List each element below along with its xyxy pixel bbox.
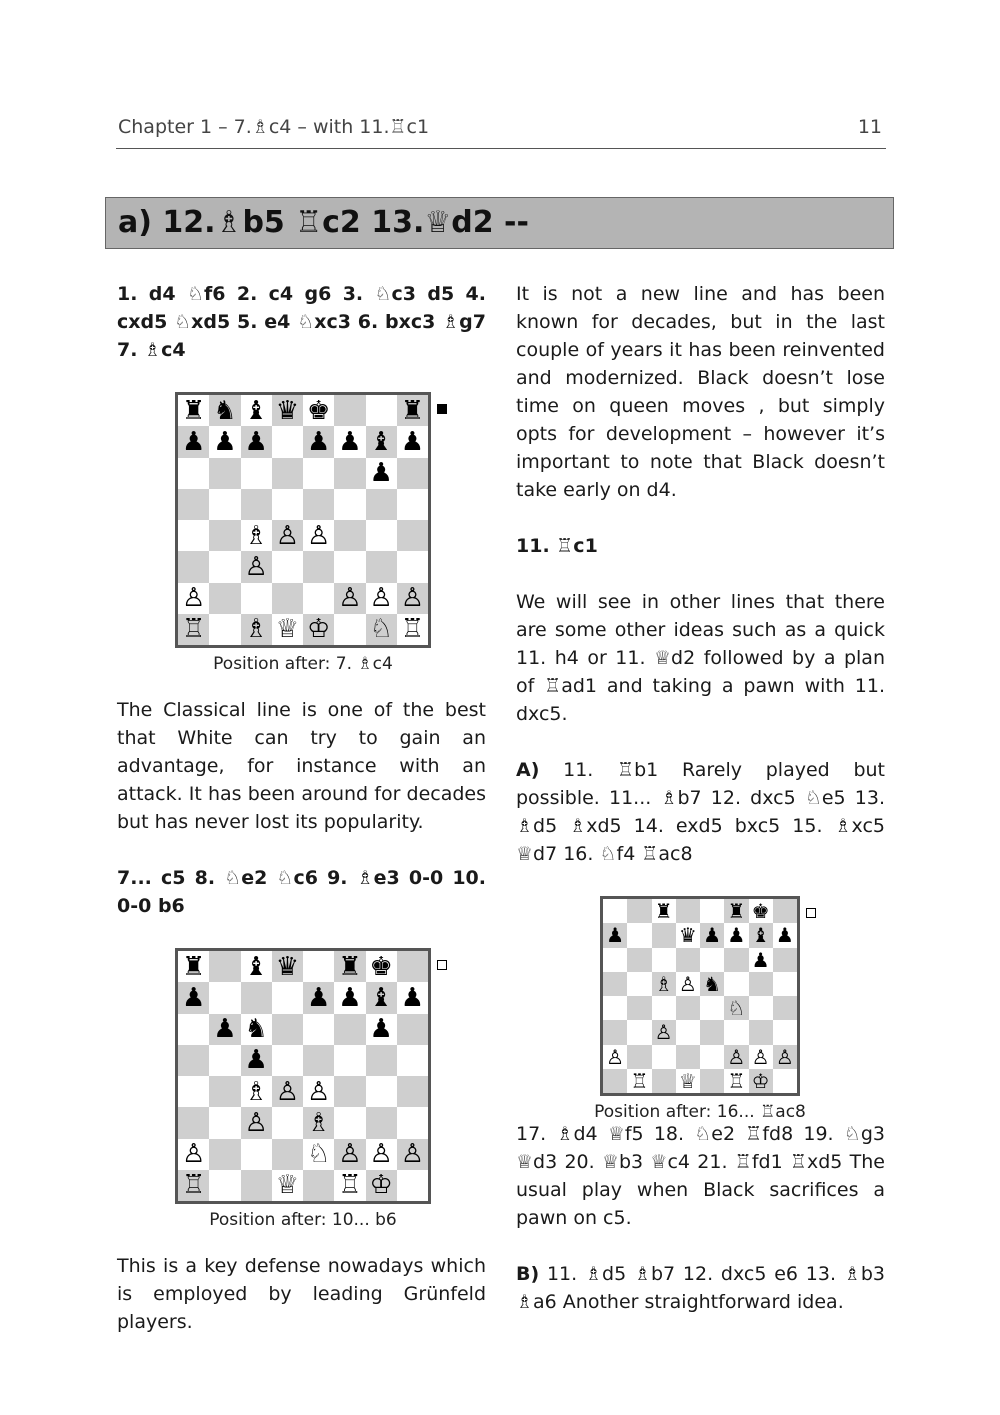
square-g4 bbox=[749, 996, 773, 1020]
square-b8 bbox=[627, 899, 651, 923]
move-11-rc1: 11. ♖c1 bbox=[516, 535, 598, 557]
square-g4 bbox=[366, 520, 397, 551]
square-f5 bbox=[724, 972, 748, 996]
square-b7 bbox=[627, 923, 651, 947]
line-a-label: A) bbox=[516, 759, 540, 781]
square-a6 bbox=[178, 1014, 209, 1045]
square-g3 bbox=[366, 1107, 397, 1138]
square-g4 bbox=[366, 1076, 397, 1107]
square-g3 bbox=[366, 551, 397, 582]
white-bishop-c5: ♗ bbox=[652, 972, 676, 996]
black-rook-f8: ♜ bbox=[334, 951, 365, 982]
square-a3 bbox=[603, 1020, 627, 1044]
white-rook-a1: ♖ bbox=[178, 614, 209, 645]
paragraph-other-ideas: We will see in other lines that there are some other ideas such as a quick 11. h4 or 11. ♕d2 followed by a plan of ♖ad1 and taking a pawn with 11. dxc5. bbox=[516, 591, 885, 725]
white-pawn-g2: ♙ bbox=[749, 1045, 773, 1069]
square-f6 bbox=[724, 948, 748, 972]
black-pawn-g6: ♟ bbox=[366, 458, 397, 489]
white-pawn-e4: ♙ bbox=[303, 520, 334, 551]
white-pawn-c3: ♙ bbox=[241, 551, 272, 582]
square-c2 bbox=[241, 583, 272, 614]
square-h6 bbox=[773, 948, 797, 972]
square-h3 bbox=[397, 1107, 428, 1138]
square-f8 bbox=[334, 395, 365, 426]
square-e3 bbox=[303, 551, 334, 582]
black-rook-c8: ♜ bbox=[652, 899, 676, 923]
black-queen-d7: ♛ bbox=[676, 923, 700, 947]
white-knight-e2: ♘ bbox=[303, 1139, 334, 1170]
square-b5 bbox=[209, 1045, 240, 1076]
white-pawn-a2: ♙ bbox=[178, 1139, 209, 1170]
black-pawn-f7: ♟ bbox=[724, 923, 748, 947]
square-c6 bbox=[241, 458, 272, 489]
white-bishop-c4: ♗ bbox=[241, 520, 272, 551]
left-column bbox=[117, 280, 486, 1336]
square-g5 bbox=[366, 1045, 397, 1076]
black-rook-a8: ♜ bbox=[178, 951, 209, 982]
square-f1 bbox=[334, 614, 365, 645]
black-pawn-f7: ♟ bbox=[334, 982, 365, 1013]
right-column bbox=[516, 280, 885, 1316]
white-king-g1: ♔ bbox=[749, 1069, 773, 1093]
black-pawn-e7: ♟ bbox=[303, 426, 334, 457]
square-b3 bbox=[209, 551, 240, 582]
square-c1 bbox=[652, 1069, 676, 1093]
square-f3 bbox=[724, 1020, 748, 1044]
diagram-caption: Position after: 10... b6 bbox=[209, 1210, 397, 1230]
square-d5 bbox=[272, 1045, 303, 1076]
square-e5 bbox=[303, 489, 334, 520]
paragraph-continuation: 17. ♗d4 ♕f5 18. ♘e2 ♖fd8 19. ♘g3 ♕d3 20. ♕b3 ♕c4 21. ♖fd1 ♖xd5 The usual play when Black sacrifices a pawn on c5. bbox=[516, 1123, 885, 1229]
white-bishop-c1: ♗ bbox=[241, 614, 272, 645]
square-b7 bbox=[209, 982, 240, 1013]
square-h4 bbox=[773, 996, 797, 1020]
square-a5 bbox=[178, 489, 209, 520]
square-a8 bbox=[603, 899, 627, 923]
square-g8 bbox=[366, 395, 397, 426]
square-d6 bbox=[272, 458, 303, 489]
line-b bbox=[516, 1260, 885, 1316]
square-f5 bbox=[334, 1045, 365, 1076]
square-d2 bbox=[676, 1045, 700, 1069]
white-king-e1: ♔ bbox=[303, 614, 334, 645]
white-pawn-c3: ♙ bbox=[652, 1020, 676, 1044]
square-e5 bbox=[303, 1045, 334, 1076]
white-rook-h1: ♖ bbox=[397, 614, 428, 645]
white-pawn-h2: ♙ bbox=[397, 583, 428, 614]
black-pawn-h7: ♟ bbox=[397, 982, 428, 1013]
diagram-position-16 bbox=[516, 868, 885, 1120]
square-d3 bbox=[272, 1107, 303, 1138]
square-f4 bbox=[334, 1076, 365, 1107]
white-knight-g1: ♘ bbox=[366, 614, 397, 645]
line-b-text: 11. ♗d5 ♗b7 12. dxc5 e6 13. ♗b3 ♗a6 Another straightforward idea. bbox=[516, 1263, 885, 1313]
square-b2 bbox=[209, 1139, 240, 1170]
square-d6 bbox=[676, 948, 700, 972]
white-pawn-d5: ♙ bbox=[676, 972, 700, 996]
square-d8 bbox=[676, 899, 700, 923]
square-e3 bbox=[700, 1020, 724, 1044]
diagram-caption: Position after: 7. ♗c4 bbox=[213, 654, 393, 674]
square-c2 bbox=[241, 1139, 272, 1170]
square-d7 bbox=[272, 426, 303, 457]
moves-main-line: 7... c5 8. ♘e2 ♘c6 9. ♗e3 0-0 10. 0-0 b6 bbox=[117, 867, 486, 917]
square-c5 bbox=[241, 489, 272, 520]
black-bishop-g7: ♝ bbox=[749, 923, 773, 947]
white-pawn-a2: ♙ bbox=[178, 583, 209, 614]
square-b3 bbox=[627, 1020, 651, 1044]
square-e6 bbox=[303, 1014, 334, 1045]
square-e1 bbox=[303, 1170, 334, 1201]
diagram-position-7 bbox=[117, 364, 486, 674]
black-bishop-c8: ♝ bbox=[241, 395, 272, 426]
turn-indicator bbox=[806, 908, 816, 918]
black-knight-b8: ♞ bbox=[209, 395, 240, 426]
black-queen-d8: ♛ bbox=[272, 951, 303, 982]
square-c1 bbox=[241, 1170, 272, 1201]
square-h8 bbox=[773, 899, 797, 923]
white-pawn-h2: ♙ bbox=[397, 1139, 428, 1170]
square-f5 bbox=[334, 489, 365, 520]
square-b1 bbox=[209, 1170, 240, 1201]
square-b1 bbox=[209, 614, 240, 645]
black-pawn-g6: ♟ bbox=[366, 1014, 397, 1045]
square-h5 bbox=[773, 972, 797, 996]
white-queen-d1: ♕ bbox=[676, 1069, 700, 1093]
square-g3 bbox=[749, 1020, 773, 1044]
black-pawn-c5: ♟ bbox=[241, 1045, 272, 1076]
square-h3 bbox=[773, 1020, 797, 1044]
white-pawn-e4: ♙ bbox=[303, 1076, 334, 1107]
white-knight-f4: ♘ bbox=[724, 996, 748, 1020]
square-b6 bbox=[627, 948, 651, 972]
black-king-g8: ♚ bbox=[749, 899, 773, 923]
white-rook-b1: ♖ bbox=[627, 1069, 651, 1093]
square-a3 bbox=[178, 551, 209, 582]
square-b4 bbox=[627, 996, 651, 1020]
chessboard bbox=[600, 896, 800, 1096]
square-e4 bbox=[700, 996, 724, 1020]
square-b5 bbox=[209, 489, 240, 520]
square-e6 bbox=[700, 948, 724, 972]
black-pawn-g6: ♟ bbox=[749, 948, 773, 972]
white-queen-d1: ♕ bbox=[272, 614, 303, 645]
chapter-title: Chapter 1 – 7.♗c4 – with 11.♖c1 bbox=[118, 116, 430, 138]
square-h1 bbox=[773, 1069, 797, 1093]
square-h5 bbox=[397, 489, 428, 520]
square-a5 bbox=[178, 1045, 209, 1076]
square-b5 bbox=[627, 972, 651, 996]
white-rook-a1: ♖ bbox=[178, 1170, 209, 1201]
square-g5 bbox=[366, 489, 397, 520]
square-e8 bbox=[700, 899, 724, 923]
turn-indicator bbox=[437, 960, 447, 970]
square-e8 bbox=[303, 951, 334, 982]
square-a1 bbox=[603, 1069, 627, 1093]
square-g5 bbox=[749, 972, 773, 996]
black-bishop-g7: ♝ bbox=[366, 426, 397, 457]
square-h3 bbox=[397, 551, 428, 582]
section-banner bbox=[105, 197, 894, 249]
white-pawn-d4: ♙ bbox=[272, 1076, 303, 1107]
black-pawn-b7: ♟ bbox=[209, 426, 240, 457]
black-rook-a8: ♜ bbox=[178, 395, 209, 426]
square-d6 bbox=[272, 1014, 303, 1045]
black-pawn-b6: ♟ bbox=[209, 1014, 240, 1045]
square-b4 bbox=[209, 520, 240, 551]
white-pawn-c3: ♙ bbox=[241, 1107, 272, 1138]
moves-intro: 1. d4 ♘f6 2. c4 g6 3. ♘c3 d5 4. cxd5 ♘xd5 5. e4 ♘xc3 6. bxc3 ♗g7 7. ♗c4 bbox=[117, 283, 486, 361]
black-pawn-a7: ♟ bbox=[178, 982, 209, 1013]
square-d5 bbox=[272, 489, 303, 520]
turn-indicator bbox=[437, 404, 447, 414]
square-b6 bbox=[209, 458, 240, 489]
black-pawn-h7: ♟ bbox=[397, 426, 428, 457]
square-b3 bbox=[209, 1107, 240, 1138]
square-d7 bbox=[272, 982, 303, 1013]
square-f6 bbox=[334, 458, 365, 489]
black-bishop-c8: ♝ bbox=[241, 951, 272, 982]
square-h4 bbox=[397, 1076, 428, 1107]
square-f3 bbox=[334, 1107, 365, 1138]
white-pawn-g2: ♙ bbox=[366, 583, 397, 614]
square-h8 bbox=[397, 951, 428, 982]
diagram-position-10 bbox=[117, 920, 486, 1230]
black-pawn-h7: ♟ bbox=[773, 923, 797, 947]
black-pawn-a7: ♟ bbox=[603, 923, 627, 947]
white-queen-d1: ♕ bbox=[272, 1170, 303, 1201]
white-pawn-g2: ♙ bbox=[366, 1139, 397, 1170]
line-a bbox=[516, 756, 885, 868]
black-knight-c6: ♞ bbox=[241, 1014, 272, 1045]
square-h5 bbox=[397, 1045, 428, 1076]
black-knight-e5: ♞ bbox=[700, 972, 724, 996]
white-bishop-e3: ♗ bbox=[303, 1107, 334, 1138]
square-c2 bbox=[652, 1045, 676, 1069]
white-rook-f1: ♖ bbox=[724, 1069, 748, 1093]
square-a4 bbox=[178, 520, 209, 551]
black-pawn-e7: ♟ bbox=[700, 923, 724, 947]
square-d3 bbox=[676, 1020, 700, 1044]
square-c6 bbox=[652, 948, 676, 972]
chessboard bbox=[175, 948, 431, 1204]
square-h6 bbox=[397, 458, 428, 489]
square-h1 bbox=[397, 1170, 428, 1201]
square-b8 bbox=[209, 951, 240, 982]
page-number: 11 bbox=[857, 116, 882, 138]
chessboard bbox=[175, 392, 431, 648]
black-rook-h8: ♜ bbox=[397, 395, 428, 426]
black-king-g8: ♚ bbox=[366, 951, 397, 982]
white-pawn-f2: ♙ bbox=[334, 583, 365, 614]
square-e2 bbox=[700, 1045, 724, 1069]
square-f6 bbox=[334, 1014, 365, 1045]
square-c4 bbox=[652, 996, 676, 1020]
square-d4 bbox=[676, 996, 700, 1020]
square-d3 bbox=[272, 551, 303, 582]
diagram-caption: Position after: 16... ♖ac8 bbox=[594, 1102, 806, 1122]
square-a5 bbox=[603, 972, 627, 996]
square-e2 bbox=[303, 583, 334, 614]
paragraph-key-defense: This is a key defense nowadays which is employed by leading Grünfeld players. bbox=[117, 1255, 486, 1333]
white-pawn-f2: ♙ bbox=[334, 1139, 365, 1170]
square-h4 bbox=[397, 520, 428, 551]
white-rook-f1: ♖ bbox=[334, 1170, 365, 1201]
square-d2 bbox=[272, 1139, 303, 1170]
square-d2 bbox=[272, 583, 303, 614]
paragraph-new-line: It is not a new line and has been known for decades, but in the last couple of years it has been reinvented and modernized. Black doesn’t lose time on queen moves , but simply opts for development – however it’s important to note that Black doesn’t take early on d4. bbox=[516, 283, 885, 501]
black-king-e8: ♚ bbox=[303, 395, 334, 426]
white-king-g1: ♔ bbox=[366, 1170, 397, 1201]
black-pawn-c7: ♟ bbox=[241, 426, 272, 457]
black-pawn-a7: ♟ bbox=[178, 426, 209, 457]
white-pawn-d4: ♙ bbox=[272, 520, 303, 551]
square-e6 bbox=[303, 458, 334, 489]
square-a6 bbox=[603, 948, 627, 972]
black-pawn-f7: ♟ bbox=[334, 426, 365, 457]
square-c7 bbox=[652, 923, 676, 947]
black-rook-f8: ♜ bbox=[724, 899, 748, 923]
square-f3 bbox=[334, 551, 365, 582]
square-h6 bbox=[397, 1014, 428, 1045]
white-bishop-c4: ♗ bbox=[241, 1076, 272, 1107]
paragraph-classical-line: The Classical line is one of the best that White can try to gain an advantage, for instance with an attack. It has been around for decades but has never lost its popularity. bbox=[117, 699, 486, 833]
black-queen-d8: ♛ bbox=[272, 395, 303, 426]
white-pawn-a2: ♙ bbox=[603, 1045, 627, 1069]
square-a4 bbox=[603, 996, 627, 1020]
square-e1 bbox=[700, 1069, 724, 1093]
square-a4 bbox=[178, 1076, 209, 1107]
black-pawn-e7: ♟ bbox=[303, 982, 334, 1013]
line-b-label: B) bbox=[516, 1263, 540, 1285]
running-head bbox=[116, 112, 886, 149]
section-title: a) 12.♗b5 ♖c2 13.♕d2 -- bbox=[118, 205, 529, 240]
square-b4 bbox=[209, 1076, 240, 1107]
square-f4 bbox=[334, 520, 365, 551]
square-b2 bbox=[209, 583, 240, 614]
line-a-text: 11. ♖b1 Rarely played but possible. 11... ♗b7 12. dxc5 ♘e5 13. ♗d5 ♗xd5 14. exd5 bxc5 15. ♗xc5 ♕d7 16. ♘f4 ♖ac8 bbox=[516, 759, 885, 865]
black-bishop-g7: ♝ bbox=[366, 982, 397, 1013]
square-a3 bbox=[178, 1107, 209, 1138]
white-pawn-h2: ♙ bbox=[773, 1045, 797, 1069]
square-a6 bbox=[178, 458, 209, 489]
square-b2 bbox=[627, 1045, 651, 1069]
square-c7 bbox=[241, 982, 272, 1013]
white-pawn-f2: ♙ bbox=[724, 1045, 748, 1069]
